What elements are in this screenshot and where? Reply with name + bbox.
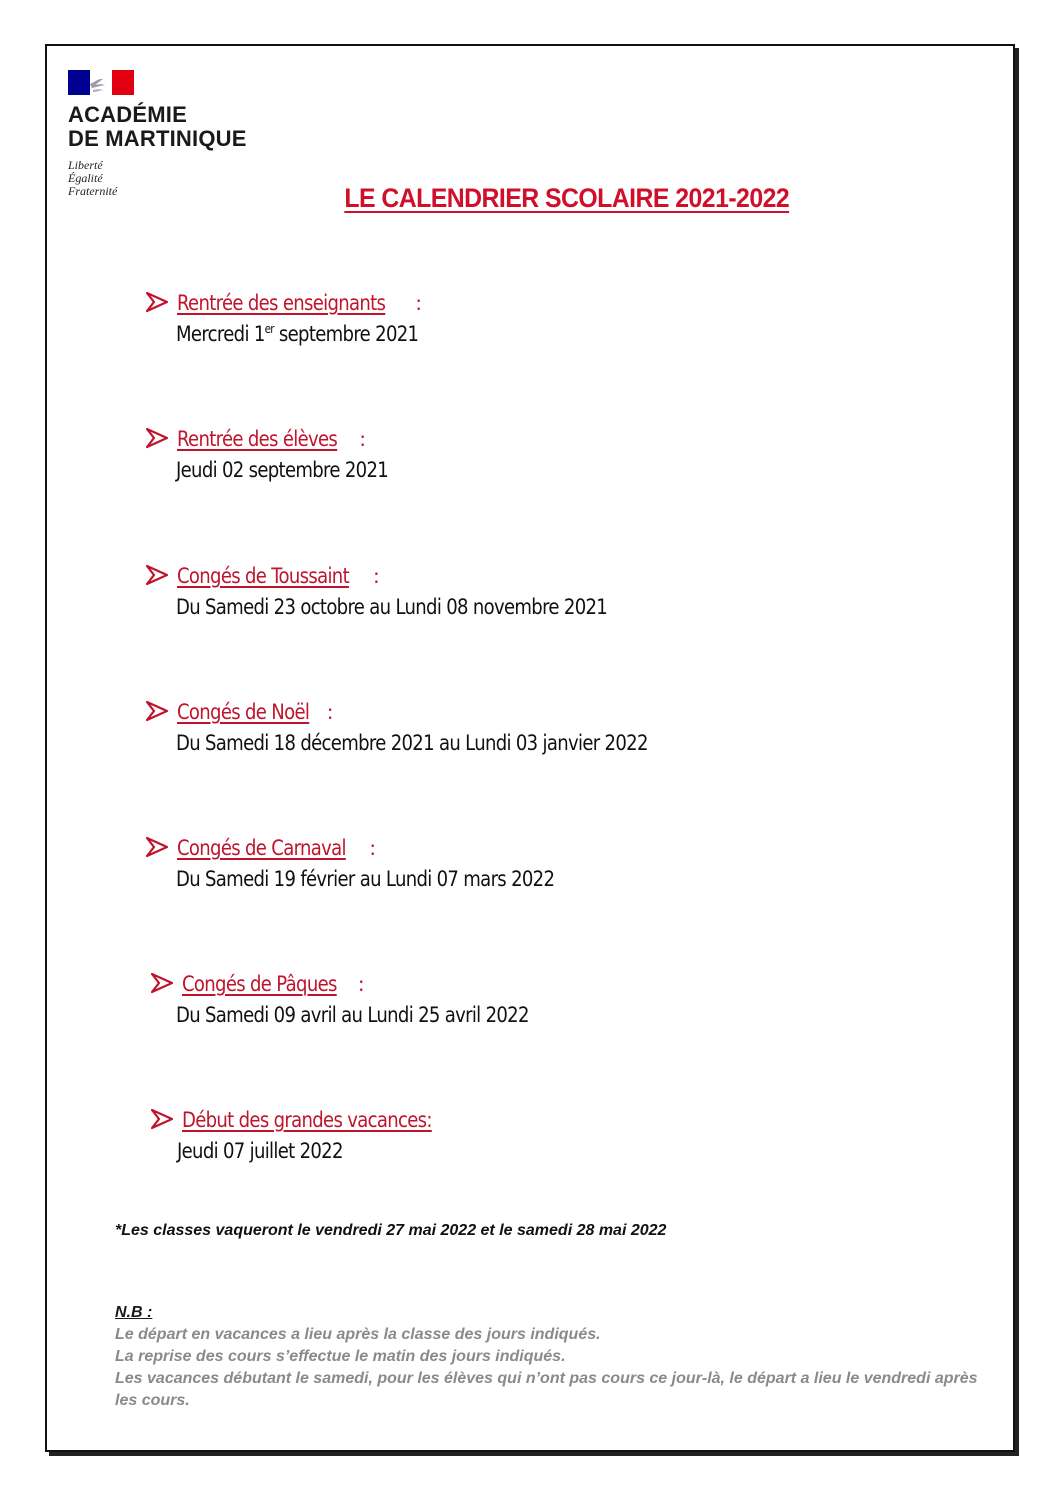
date-rest: septembre 2021 [273,322,419,346]
item-colon: : [369,836,377,860]
arrowhead-bullet-icon [151,972,173,994]
nb-section [115,1302,995,1412]
item-colon: : [372,564,380,588]
item-label: Congés de Noël [177,700,310,724]
item-label: Congés de Toussaint [177,564,349,588]
arrowhead-bullet-icon [146,700,168,722]
nb-line: La reprise des cours s’effectue le matin des jours indiqués. [115,1348,566,1365]
calendar-item-paques [151,969,911,1027]
item-date: Du Samedi 09 avril au Lundi 25 avril 2022 [176,1003,529,1027]
page-title-wrapper [0,183,1058,214]
item-date: Du Samedi 23 octobre au Lundi 08 novembre 2021 [176,595,608,619]
item-date [176,322,418,346]
logo-text-line2: DE MARTINIQUE [68,126,247,151]
item-label: Début des grandes vacances: [182,1108,432,1132]
item-colon: : [326,700,334,724]
item-colon: : [359,427,366,451]
calendar-item-noel [146,697,906,755]
item-label: Congés de Pâques [182,972,337,996]
item-colon: : [415,291,422,315]
academy-logo [68,70,308,198]
arrowhead-bullet-icon [146,836,168,858]
page-title: LE CALENDRIER SCOLAIRE 2021-2022 [344,183,790,213]
logo-text-line1: ACADÉMIE [68,102,187,127]
motto-fraternite: Fraternité [68,184,118,198]
calendar-item-rentree-eleves [146,424,906,482]
item-label: Rentrée des enseignants [177,291,386,315]
date-main: Mercredi 1 [176,322,265,346]
arrowhead-bullet-icon [146,427,168,449]
nb-line: Le départ en vacances a lieu après la classe des jours indiqués. [115,1326,601,1343]
marianne-flag-icon [68,70,134,95]
closure-note: *Les classes vaqueront le vendredi 27 mai 2022 et le samedi 28 mai 2022 [115,1222,667,1239]
arrowhead-bullet-icon [146,291,168,313]
nb-title: N.B : [115,1304,153,1321]
item-date: Du Samedi 18 décembre 2021 au Lundi 03 janvier 2022 [176,731,648,755]
item-date: Du Samedi 19 février au Lundi 07 mars 2022 [176,867,555,891]
nb-line: Les vacances débutant le samedi, pour les élèves qui n’ont pas cours ce jour-là, le départ a lieu le vendredi après les cours. [115,1370,978,1409]
motto-egalite: Égalité [68,171,103,185]
arrowhead-bullet-icon [146,564,168,586]
item-label: Congés de Carnaval [177,836,346,860]
item-colon: : [357,972,365,996]
item-label: Rentrée des élèves [177,427,338,451]
date-superscript: er [264,322,274,336]
arrowhead-bullet-icon [151,1108,173,1130]
calendar-item-rentree-enseignants [146,288,906,346]
calendar-item-carnaval [146,833,906,891]
item-date: Jeudi 07 juillet 2022 [177,1139,343,1163]
item-date: Jeudi 02 septembre 2021 [176,458,389,482]
motto-liberte: Liberté [68,158,103,172]
calendar-item-toussaint [146,561,906,619]
calendar-item-grandes-vacances [151,1105,911,1163]
